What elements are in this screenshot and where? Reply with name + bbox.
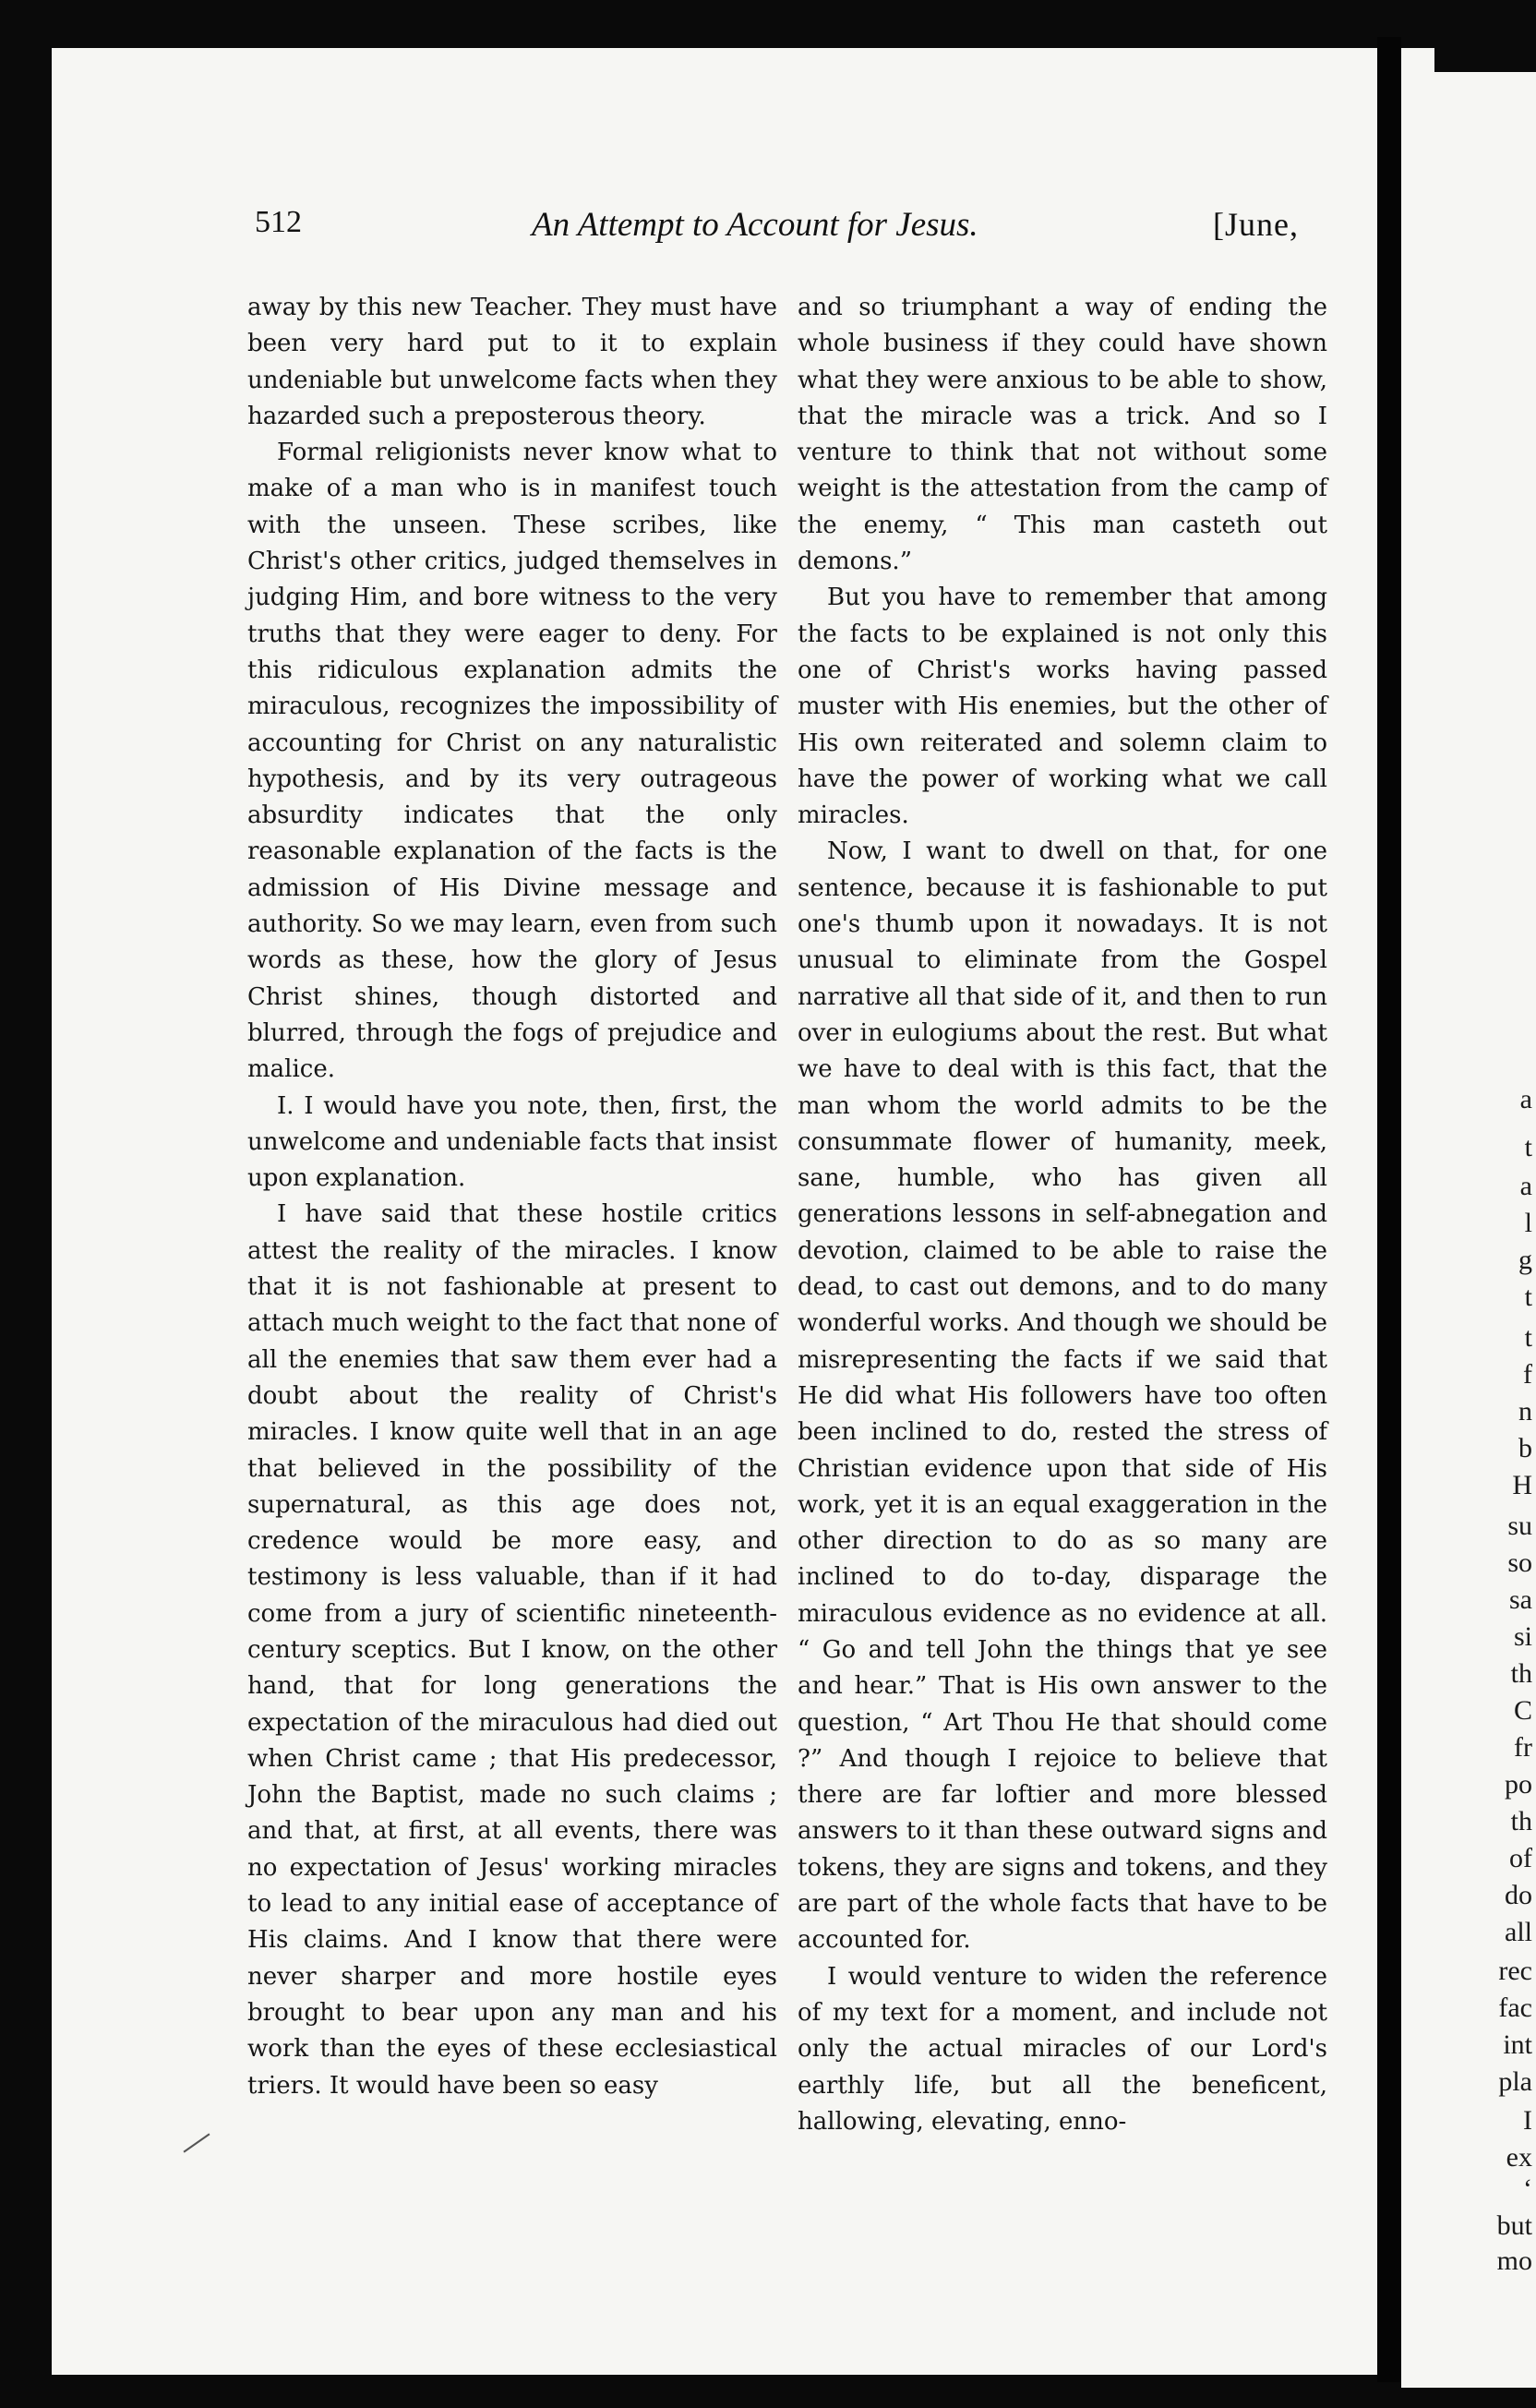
adjacent-page-fragment: C <box>1513 1695 1532 1726</box>
adjacent-page-fragment: th <box>1510 1658 1532 1689</box>
page-header <box>52 205 1434 260</box>
adjacent-page-fragment: fac <box>1498 1993 1532 2023</box>
adjacent-page-fragment: ‘ <box>1523 2173 1532 2204</box>
section-label: [June, <box>1213 206 1299 243</box>
adjacent-page-fragment: ex <box>1506 2142 1532 2173</box>
adjacent-page-fragment: but <box>1496 2210 1532 2241</box>
adjacent-page-fragment: su <box>1507 1511 1532 1541</box>
adjacent-page-fragment: l <box>1524 1208 1532 1238</box>
paragraph: Now, I want to dwell on that, for one sentence, because it is fashionable to put one's thumb upon it nowadays. It is not unusual to eliminate from the Gospel narrative all that side of it, and then to run over in eulogiums about the rest. But what we have to deal with is this fact, that the man whom the world admits to be the consummate flower of humanity, meek, sane, humble, who has given all generations lessons in self-abnegation and devotion, claimed to be able to raise the dead, to cast out demons, and to do many wonderful works. And though we should be misrepresenting the facts if we said that He did what His followers have too often been inclined to do, rested the stress of Christian evidence upon that side of His work, yet it is an equal exaggeration in the other direction to do as so many are inclined to do to-day, disparage the miraculous evidence as no evidence at all. “ Go and tell John the things that ye see and hear.” That is His own answer to the question, “ Art Thou He that should come ?” And though I rejoice to believe that there are far loftier and more blessed answers to it than these outward signs and tokens, they are signs and tokens, and they are part of the whole facts that have to be accounted for. <box>798 837 1327 1955</box>
right-column <box>798 290 1327 2140</box>
adjacent-page-fragment: t <box>1524 1132 1532 1162</box>
adjacent-page-fragment: of <box>1509 1843 1532 1873</box>
adjacent-page-fragment: t <box>1524 1282 1532 1312</box>
paragraph: I. I would have you note, then, first, the unwelcome and undeniable facts that insist upon explanation. <box>247 1091 777 1193</box>
paragraph: away by this new Teacher. They must have been very hard put to it to explain undeniable but unwelcome facts when they hazarded such a preposterous theory. <box>247 294 777 430</box>
adjacent-page-fragment: all <box>1505 1917 1532 1947</box>
paragraph: and so triumphant a way of ending the whole business if they could have shown what they were anxious to be able to show, that the miracle was a trick. And so I venture to think that not without some weight is the attestation from the camp of the enemy, “ This man casteth out demons.” <box>798 294 1327 576</box>
left-column <box>247 290 777 2104</box>
pencil-mark <box>184 2133 210 2152</box>
adjacent-page-fragment: po <box>1505 1769 1532 1800</box>
adjacent-page-fragment: n <box>1518 1396 1532 1427</box>
adjacent-page-edge <box>1401 72 1536 2388</box>
paragraph: But you have to remember that among the facts to be explained is not only this one of Christ's works having passed muster with His enemies, but the other of His own reiterated and solemn claim to have the power of working what we call miracles. <box>798 584 1327 830</box>
running-title: An Attempt to Account for Jesus. <box>532 206 978 244</box>
adjacent-page-fragment: f <box>1523 1359 1532 1390</box>
book-page <box>52 48 1434 2375</box>
adjacent-page-fragment: t <box>1524 1322 1532 1353</box>
adjacent-page-fragment: sa <box>1509 1584 1532 1615</box>
adjacent-page-fragment: fr <box>1514 1732 1532 1763</box>
adjacent-page-fragment: I <box>1523 2105 1532 2136</box>
paragraph: I have said that these hostile critics attest the reality of the miracles. I know that it is not fashionable at present to attach much weight to the fact that none of all the enemies that saw them ever had a doubt about the reality of Christ's miracles. I know quite well that in an age that believed in the possibility of the supernatural, as this age does not, credence would be more easy, and testimony is less valuable, than if it had come from a jury of scientific nineteenth-century sceptics. But I know, on the other hand, that for long generations the expectation of the miraculous had died out when Christ came ; that His predecessor, John the Baptist, made no such claims ; and that, at first, at all events, there was no expectation of Jesus' working miracles to lead to any initial ease of acceptance of His claims. And I know that there were never sharper and more hostile eyes brought to bear upon any man and his work than the eyes of these ecclesiastical triers. It would have been so easy <box>247 1200 777 2100</box>
adjacent-page-fragment: a <box>1519 1084 1532 1114</box>
adjacent-page-fragment: H <box>1512 1470 1532 1500</box>
adjacent-page-fragment: so <box>1507 1547 1532 1578</box>
adjacent-page-fragment: pla <box>1498 2066 1532 2097</box>
adjacent-page-fragment: th <box>1510 1806 1532 1836</box>
adjacent-page-fragment: g <box>1518 1245 1532 1275</box>
adjacent-page-fragment: a <box>1519 1171 1532 1201</box>
adjacent-page-fragment: si <box>1513 1621 1532 1652</box>
adjacent-page-fragment: do <box>1505 1880 1532 1910</box>
paragraph: I would venture to widen the reference of my text for a moment, and include not only the actual miracles of our Lord's earthly life, but all the beneficent, hallowing, elevating, enno- <box>798 1962 1327 2136</box>
adjacent-page-fragment: mo <box>1496 2245 1532 2276</box>
page-number: 512 <box>255 205 302 239</box>
adjacent-page-fragment: int <box>1503 2029 1532 2060</box>
book-gutter <box>1377 37 1401 2382</box>
paragraph: Formal religionists never know what to make of a man who is in manifest touch with the unseen. These scribes, like Christ's other critics, judged themselves in judging Him, and bore witness to the very truths that they were eager to deny. For this ridiculous explanation admits the miraculous, recognizes the impossibility of accounting for Christ on any naturalistic hypothesis, and by its very outrageous absurdity indicates that the only reasonable explanation of the facts is the admission of His Divine message and authority. So we may learn, even from such words as these, how the glory of Jesus Christ shines, though distorted and blurred, through the fogs of prejudice and malice. <box>247 439 777 1084</box>
adjacent-page-fragment: b <box>1518 1433 1532 1463</box>
adjacent-page-fragment: rec <box>1498 1956 1532 1986</box>
